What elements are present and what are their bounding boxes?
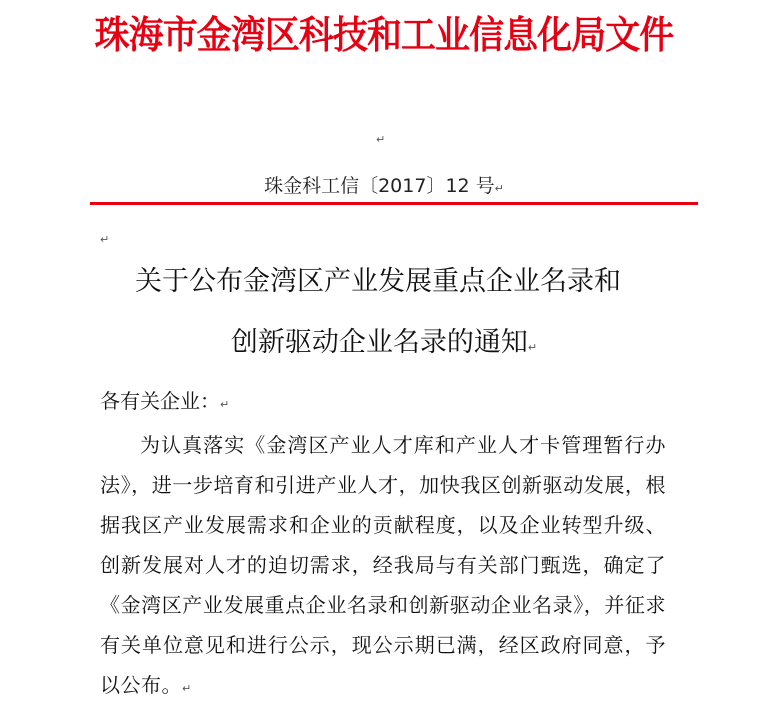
document-number: 珠金科工信〔2017〕12 号: [264, 175, 495, 197]
salutation: 各有关企业：: [100, 389, 220, 413]
paragraph-mark-icon: ↵: [182, 682, 192, 695]
notice-title-text-1: 关于公布金湾区产业发展重点企业名录和: [135, 266, 621, 297]
paragraph-mark-icon: ↵: [376, 133, 386, 146]
body-paragraph: [100, 425, 666, 709]
agency-header: [31, 8, 738, 62]
paragraph-mark-icon: ↵: [220, 398, 230, 411]
paragraph-mark-icon: ↵: [494, 182, 504, 195]
notice-title-line-2: [0, 323, 768, 368]
agency-title: 珠海市金湾区科技和工业信息化局文件: [94, 12, 674, 57]
document-body: [100, 381, 666, 709]
document-number-line: [0, 172, 768, 203]
empty-paragraph: [100, 228, 109, 247]
salutation-paragraph: [100, 381, 666, 425]
body-paragraph-text: 为认真落实《金湾区产业人才库和产业人才卡管理暂行办法》，进一步培育和引进产业人才，加快我区创新驱动发展，根据我区产业发展需求和企业的贡献程度，以及企业转型升级、创新发展对人才的迫切需求，经我局与有关部门甄选，确定了《金湾区产业发展重点企业名录和创新驱动企业名录》，并征求有关单位意见和进行公示，现公示期已满，经区政府同意，予以公布。: [100, 433, 666, 697]
empty-paragraph: [376, 128, 385, 147]
notice-title-line-1: [0, 262, 762, 302]
notice-title-text-2: 创新驱动企业名录的通知: [230, 327, 528, 358]
paragraph-mark-icon: ↵: [100, 233, 110, 246]
red-divider-line: [90, 202, 698, 205]
paragraph-mark-icon: ↵: [527, 341, 538, 354]
